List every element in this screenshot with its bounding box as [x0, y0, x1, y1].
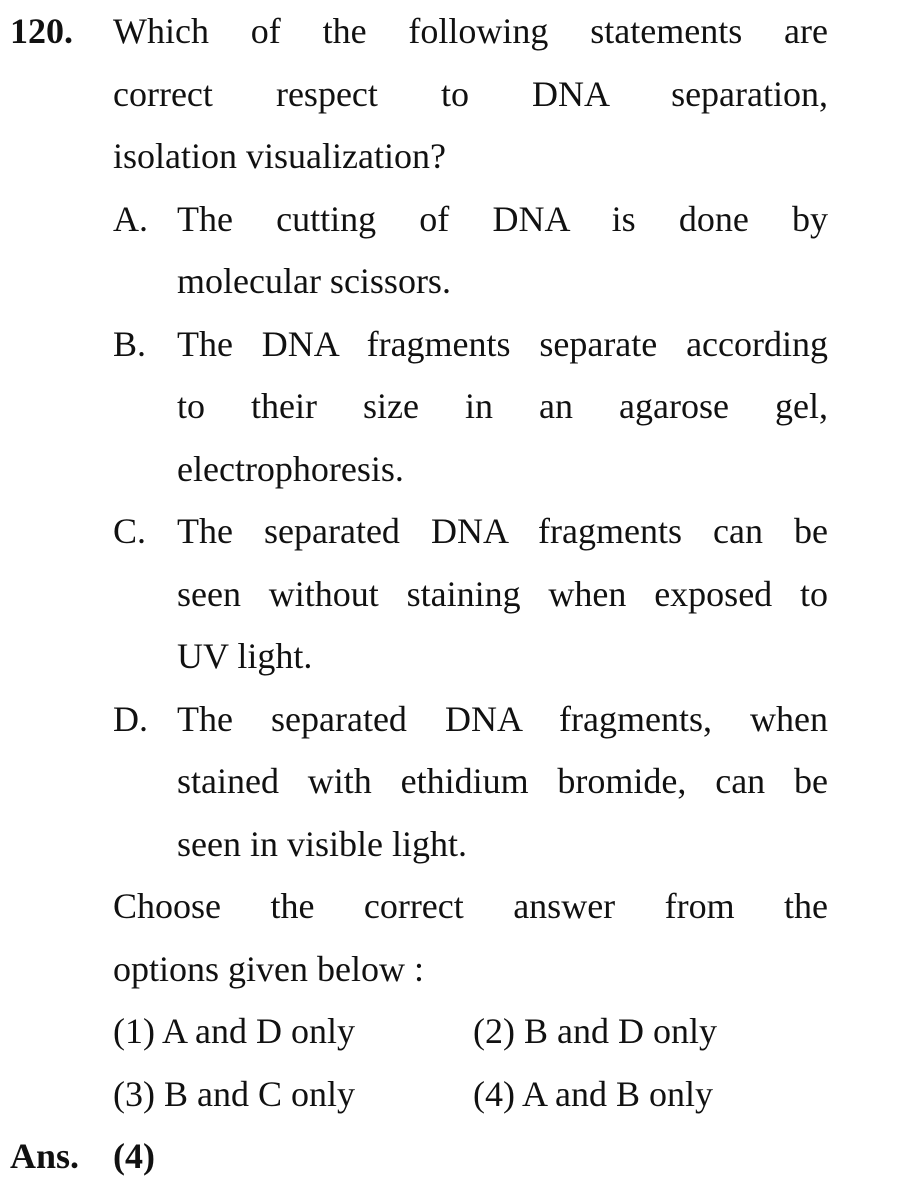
- answer-label: Ans.: [10, 1136, 80, 1176]
- statement-letter: C.: [113, 511, 147, 551]
- option-1[interactable]: (1) A and D only: [113, 1011, 355, 1051]
- statement-line: electrophoresis.: [177, 448, 404, 489]
- question-stem: [113, 0, 828, 188]
- stem-line: correct respect to DNA separation,: [113, 73, 828, 114]
- stem-line: Which of the following statements are: [113, 11, 828, 51]
- statement-letter: D.: [113, 698, 148, 739]
- statement-line: to their size in an agarose gel,: [177, 386, 828, 426]
- stem-line: isolation visualization?: [113, 136, 446, 176]
- option-4[interactable]: (4) A and B only: [473, 1073, 713, 1114]
- answer-value: (4): [113, 1136, 155, 1176]
- statement-d: [113, 688, 828, 876]
- question-number: 120.: [10, 11, 73, 51]
- statement-b: [113, 313, 828, 501]
- statement-a: [113, 188, 828, 313]
- statement-line: UV light.: [177, 636, 313, 676]
- instruction-line: options given below :: [113, 948, 424, 989]
- statement-line: stained with ethidium bromide, can be: [177, 761, 828, 801]
- statement-line: seen in visible light.: [177, 823, 467, 864]
- option-2[interactable]: (2) B and D only: [473, 1011, 717, 1051]
- option-3[interactable]: (3) B and C only: [113, 1073, 355, 1114]
- statement-line: seen without staining when exposed to: [177, 573, 828, 614]
- statement-line: The DNA fragments separate according: [177, 323, 828, 364]
- statement-line: The cutting of DNA is done by: [177, 198, 828, 239]
- statement-c: [113, 500, 828, 688]
- statement-line: molecular scissors.: [177, 261, 451, 301]
- instruction-line: Choose the correct answer from the: [113, 886, 828, 926]
- statement-letter: B.: [113, 323, 147, 364]
- statement-line: The separated DNA fragments can be: [177, 511, 828, 551]
- statement-line: The separated DNA fragments, when: [177, 698, 828, 739]
- statement-letter: A.: [113, 198, 148, 239]
- instruction: [113, 875, 828, 1000]
